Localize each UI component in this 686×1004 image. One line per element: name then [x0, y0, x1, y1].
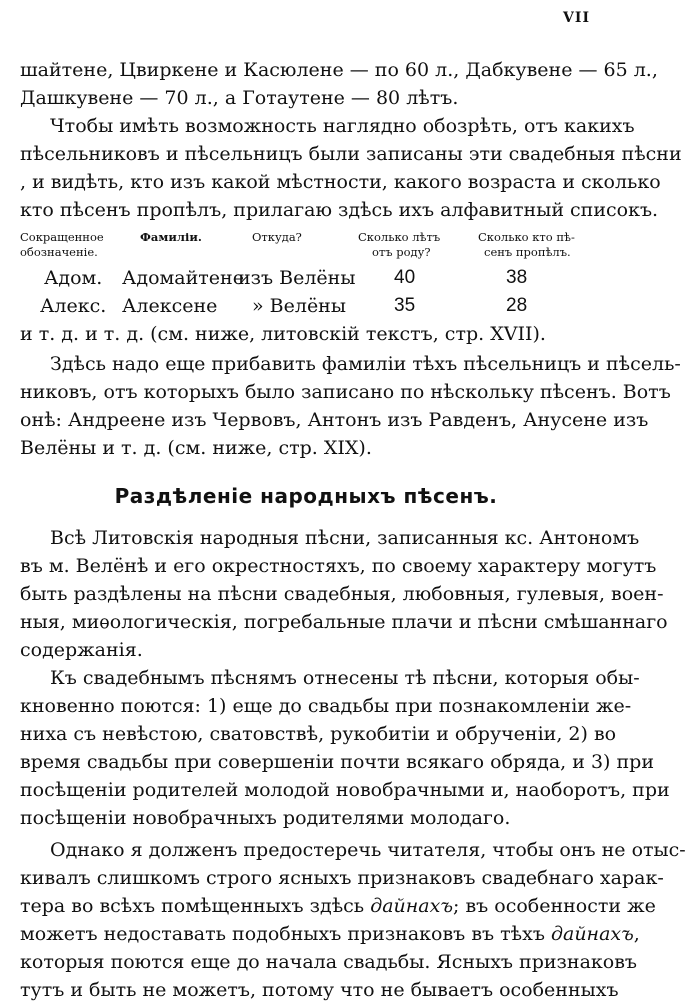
table-row-2-origin: » Велёны: [252, 295, 346, 317]
table-row-2-songs: 28: [506, 295, 528, 316]
para4-line-4: ныя, миѳологическія, погребальные плачи и пѣсни смѣшаннаго: [20, 611, 668, 633]
table-header-songs-1: Сколько кто пѣ-: [478, 230, 575, 244]
table-footer: и т. д. и т. д. (см. ниже, литовскій текстъ, стр. XVII).: [20, 323, 546, 345]
table-header-surname: Фамиліи.: [140, 230, 202, 244]
para6-line-2: кивалъ слишкомъ строго ясныхъ признаковъ свадебнаго харак-: [20, 867, 664, 889]
para5-line-2: кновенно поются: 1) еще до свадьбы при познакомленіи же-: [20, 695, 632, 717]
table-header-songs-2: сенъ пропѣлъ.: [484, 245, 571, 259]
para3-line-4: Велёны и т. д. (см. ниже, стр. XIX).: [20, 437, 372, 459]
table-row-1-surname: Адомайтене: [122, 267, 244, 289]
section-heading: Раздѣленіе народныхъ пѣсенъ.: [114, 484, 498, 508]
para6-line-4: [20, 922, 640, 946]
table-header-age-2: отъ роду?: [372, 245, 431, 259]
para2-line-2: пѣсельниковъ и пѣсельницъ были записаны эти свадебныя пѣсни: [20, 143, 682, 165]
para5-line-3: ниха съ невѣстою, сватовствѣ, рукобитіи и обрученіи, 2) во: [20, 723, 617, 745]
para2-line-1: Чтобы имѣть возможность наглядно обозрѣть, отъ какихъ: [50, 115, 635, 137]
table-row-1-origin: изъ Велёны: [238, 267, 356, 289]
para1-line-2: Дашкувене — 70 л., а Готаутене — 80 лѣтъ.: [20, 87, 459, 109]
para6-line-5: которыя поются еще до начала свадьбы. Ясныхъ признаковъ: [20, 951, 637, 973]
para4-line-2: въ м. Велёнѣ и его окрестностяхъ, по своему характеру могутъ: [20, 555, 657, 577]
table-row-2-abbr: Алекс.: [40, 295, 107, 317]
para6-line-4-em: дайнахъ: [550, 923, 634, 945]
para5-line-6: посѣщеніи новобрачныхъ родителями молодаго.: [20, 807, 511, 829]
page-number: VII: [563, 10, 590, 26]
table-header-abbr-1: Сокращенное: [20, 230, 104, 244]
para6-line-3-em: дайнахъ: [370, 895, 454, 917]
para6-line-1: Однако я долженъ предостеречь читателя, чтобы онъ не отыс-: [50, 839, 686, 861]
para6-line-3: [20, 894, 656, 918]
table-row-1-songs: 38: [506, 267, 528, 288]
table-row-1-age: 40: [394, 267, 416, 288]
table-header-age-1: Сколько лѣтъ: [358, 230, 441, 244]
para6-line-6: тутъ и быть не можетъ, потому что не бываетъ особенныхъ: [20, 979, 619, 1001]
para1-line-1: шайтене, Цвиркене и Касюлене — по 60 л., Дабкувене — 65 л.,: [20, 59, 658, 81]
para5-line-4: время свадьбы при совершеніи почти всякаго обряда, и 3) при: [20, 751, 654, 773]
table-row-2-age: 35: [394, 295, 416, 316]
para2-line-4: кто пѣсенъ пропѣлъ, прилагаю здѣсь ихъ алфавитный списокъ.: [20, 199, 659, 221]
para3-line-1: Здѣсь надо еще прибавить фамиліи тѣхъ пѣсельницъ и пѣсель-: [50, 353, 681, 375]
para4-line-3: быть раздѣлены на пѣсни свадебныя, любовныя, гулевыя, воен-: [20, 583, 664, 605]
para2-line-3: , и видѣть, кто изъ какой мѣстности, какого возраста и сколько: [20, 171, 661, 193]
table-header-origin: Откуда?: [252, 230, 302, 244]
para6-line-3-a: тера во всѣхъ помѣщенныхъ здѣсь: [20, 895, 371, 917]
para4-line-1: Всѣ Литовскія народныя пѣсни, записанныя кс. Антономъ: [50, 527, 640, 549]
para6-line-3-b: ; въ особенности же: [453, 895, 656, 917]
para3-line-3: онѣ: Андреене изъ Червовъ, Антонъ изъ Равденъ, Анусене изъ: [20, 409, 649, 431]
table-row-1-abbr: Адом.: [44, 267, 103, 289]
para5-line-5: посѣщеніи родителей молодой новобрачными и, наоборотъ, при: [20, 779, 670, 801]
table-row-2-surname: Алексене: [122, 295, 218, 317]
para4-line-5: содержанія.: [20, 639, 143, 661]
para6-line-4-b: ,: [633, 923, 640, 945]
para6-line-4-a: можетъ недоставать подобныхъ признаковъ въ тѣхъ: [20, 923, 551, 945]
para5-line-1: Къ свадебнымъ пѣснямъ отнесены тѣ пѣсни, которыя обы-: [50, 667, 640, 689]
para3-line-2: никовъ, отъ которыхъ было записано по нѣскольку пѣсенъ. Вотъ: [20, 381, 671, 403]
table-header-abbr-2: обозначеніе.: [20, 245, 98, 259]
